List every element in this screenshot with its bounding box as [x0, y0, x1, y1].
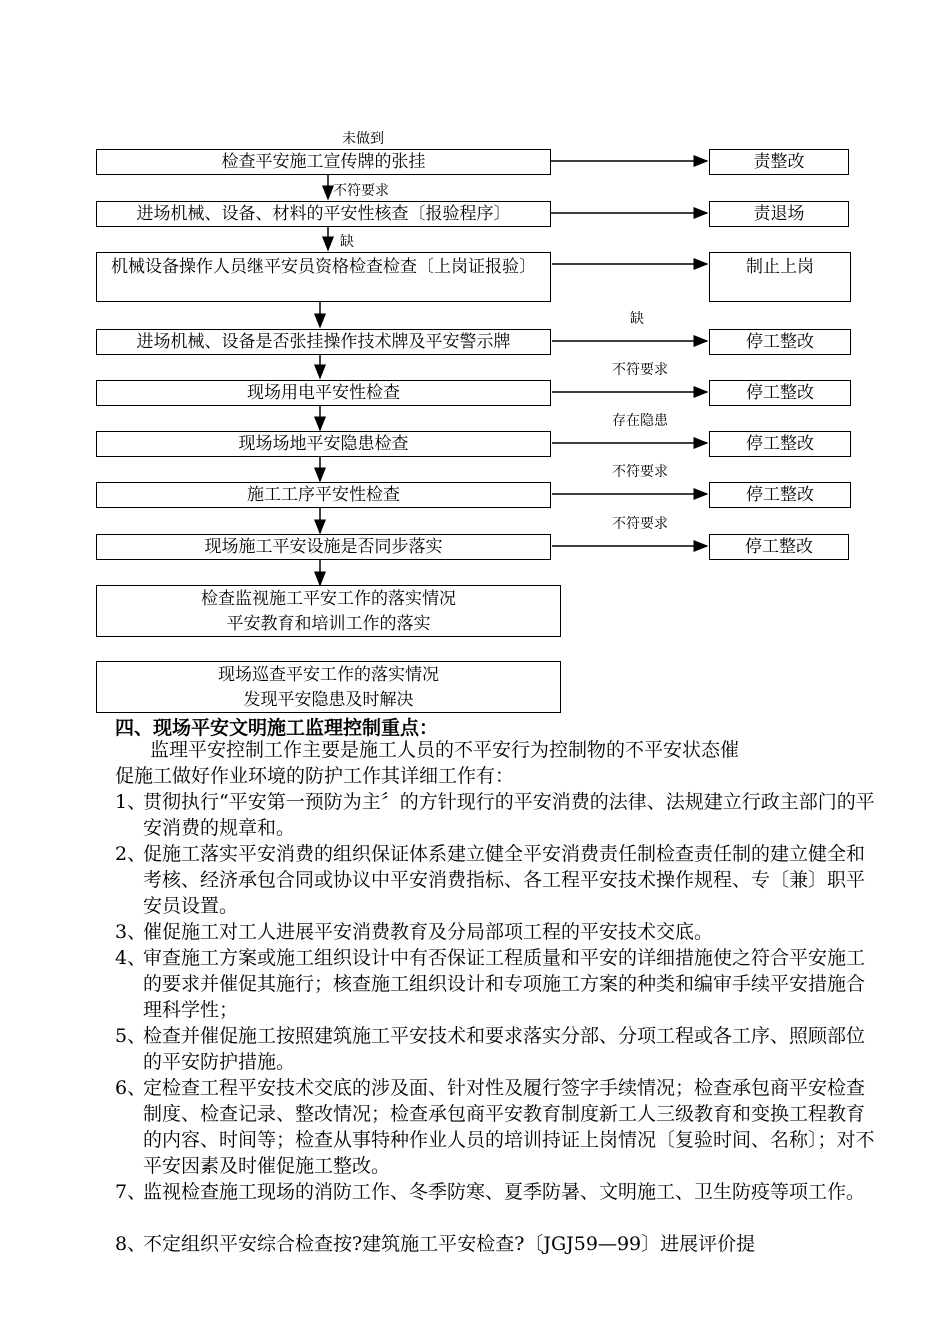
- list-item-number: 4、: [115, 947, 147, 969]
- result-box-7: 停工整改: [709, 482, 851, 508]
- list-item-number: 7、: [115, 1181, 147, 1203]
- step-box-8: 现场施工平安设施是否同步落实: [96, 534, 551, 560]
- list-item: [115, 789, 875, 841]
- list-item: [115, 1179, 875, 1205]
- step-box-4: 进场机械、设备是否张挂操作技术牌及平安警示牌: [96, 329, 551, 355]
- step-box-3: 机械设备操作人员继平安员资格检查检查〔上岗证报验〕: [96, 252, 551, 302]
- list-item: [115, 945, 875, 1023]
- label-down-2: 不符要求: [333, 183, 389, 199]
- list-item-text: 审查施工方案或施工组织设计中有否保证工程质量和平安的详细措施使之符合平安施工的要求并催促其施行；核查施工组织设计和专项施工方案的种类和编审手续平安措施合理科学性；: [143, 947, 866, 1021]
- step-box-5: 现场用电平安性检查: [96, 380, 551, 406]
- intro-line-2: 促施工做好作业环境的防护工作其详细工作有：: [115, 765, 515, 787]
- label-side-7: 不符要求: [612, 464, 668, 480]
- list-item-text: 检查并催促施工按照建筑施工平安技术和要求落实分部、分项工程或各工序、照顾部位的平安防护措施。: [143, 1025, 866, 1073]
- list-item-text: 催促施工对工人进展平安消费教育及分局部项工程的平安技术交底。: [143, 921, 714, 943]
- box-supervise-line1: 检查监视施工平安工作的落实情况: [201, 589, 456, 609]
- section-heading: 四、现场平安文明施工监理控制重点：: [115, 717, 439, 739]
- list-item-text: 监视检查施工现场的消防工作、冬季防寒、夏季防暑、文明施工、卫生防疫等项工作。: [143, 1181, 866, 1203]
- box-patrol: [96, 661, 561, 713]
- result-box-4: 停工整改: [709, 329, 851, 355]
- result-box-3: 制止上岗: [709, 252, 851, 302]
- label-side-4: 缺: [630, 311, 644, 327]
- list-item-text: 定检查工程平安技术交底的涉及面、针对性及履行签字手续情况；检查承包商平安检查制度、检查记录、整改情况；检查承包商平安教育制度新工人三级教育和变换工程教育的内容、时间等；检查从事特种作业人员的培训持证上岗情况〔复验时间、名称〕；对不平安因素及时催促施工整改。: [143, 1077, 875, 1177]
- list-item-text: 不定组织平安综合检查按?建筑施工平安检查?〔JGJ59—99〕进展评价提: [143, 1233, 756, 1255]
- list-item-text: 贯彻执行“平安第一预防为主〞的方针现行的平安消费的法律、法规建立行政主部门的平安消费的规章和。: [143, 791, 875, 839]
- list-item: [115, 1075, 875, 1179]
- step-box-7: 施工工序平安性检查: [96, 482, 551, 508]
- result-box-1: 责整改: [709, 149, 849, 175]
- result-box-8: 停工整改: [709, 534, 849, 560]
- list-item: [115, 841, 875, 919]
- list-item-number: 8、: [115, 1233, 147, 1255]
- horizontal-arrows: [550, 161, 707, 546]
- box-patrol-line1: 现场巡查平安工作的落实情况: [218, 665, 439, 685]
- label-side-8: 不符要求: [612, 516, 668, 532]
- label-side-6: 存在隐患: [612, 413, 668, 429]
- label-down-3: 缺: [340, 234, 354, 250]
- list-item: [115, 1023, 875, 1075]
- list-item-number: 2、: [115, 843, 147, 865]
- result-box-6: 停工整改: [709, 431, 851, 457]
- list-item-number: 6、: [115, 1077, 147, 1099]
- result-box-2: 责退场: [709, 201, 849, 227]
- box-patrol-line2: 发现平安隐患及时解决: [243, 690, 414, 710]
- list-item-number: 3、: [115, 921, 147, 943]
- result-box-5: 停工整改: [709, 380, 851, 406]
- list-item: [115, 1231, 875, 1257]
- step-box-2: 进场机械、设备、材料的平安性核查〔报验程序〕: [96, 201, 551, 227]
- list-item-number: 5、: [115, 1025, 147, 1047]
- list-item: [115, 919, 875, 945]
- label-side-5: 不符要求: [612, 362, 668, 378]
- step-box-1: 检查平安施工宣传牌的张挂: [96, 149, 551, 175]
- box-supervise: [96, 585, 561, 637]
- label-top: 未做到: [342, 131, 384, 147]
- intro-line-1: 监理平安控制工作主要是施工人员的不平安行为控制物的不平安状态催: [150, 739, 740, 761]
- list-item-text: 促施工落实平安消费的组织保证体系建立健全平安消费责任制检查责任制的建立健全和考核、经济承包合同或协议中平安消费指标、各工程平安技术操作规程、专〔兼〕职平安员设置。: [143, 843, 866, 917]
- step-box-6: 现场场地平安隐患检查: [96, 431, 551, 457]
- list-item-number: 1、: [115, 791, 147, 813]
- box-supervise-line2: 平安教育和培训工作的落实: [226, 614, 431, 634]
